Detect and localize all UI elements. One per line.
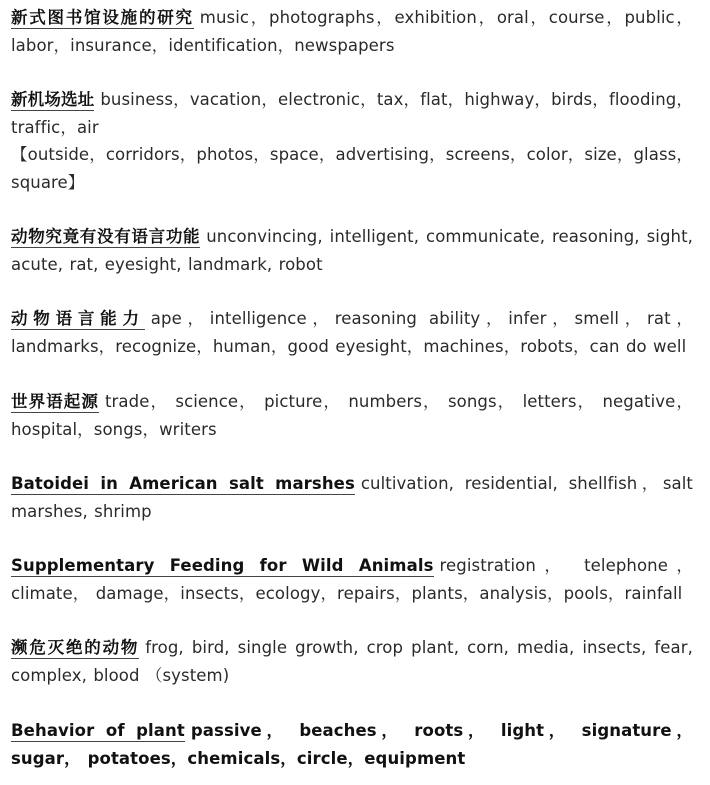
entry-heading: 世界语起源 bbox=[11, 392, 99, 411]
entry-extra-terms: 【outside，corridors，photos，space，advertising，screens，color，size，glass，square】 bbox=[11, 145, 693, 192]
entry-heading: Batoidei in American salt marshes bbox=[11, 474, 355, 493]
entry-terms: unconvincing, intelligent, communicate, reasoning, sight, acute, rat, eyesight, landmark, robot bbox=[11, 227, 693, 274]
entry-heading: 新式图书馆设施的研究 bbox=[11, 8, 194, 27]
entry-heading: Behavior of plant bbox=[11, 721, 185, 740]
entry-heading: 动物究竟有没有语言功能 bbox=[11, 227, 201, 246]
entry-terms: cultivation, residential, shellfish，salt marshes, shrimp bbox=[11, 474, 693, 521]
entry-terms: ape，intelligence，reasoning ability，infer，smell，rat，landmarks，recognize，human，good eyesight，machines，robots，can do well bbox=[11, 309, 693, 356]
entry-library-facilities bbox=[11, 4, 693, 59]
entry-terms: trade， science， picture， numbers， songs， letters， negative， hospital，songs，writers bbox=[11, 392, 693, 439]
entry-heading: 濒危灭绝的动物 bbox=[11, 638, 140, 657]
entry-heading: 动物语言能力 bbox=[11, 309, 145, 328]
entry-terms: registration， telephone， climate， damage，insects，ecology，repairs，plants，analysis，pools，rainfall bbox=[11, 556, 693, 603]
entry-terms: business，vacation，electronic，tax，flat，highway，birds，flooding，traffic，air bbox=[11, 90, 694, 137]
entry-animal-language-function bbox=[11, 223, 693, 278]
entry-heading: Supplementary Feeding for Wild Animals bbox=[11, 556, 434, 575]
entry-plant-behavior bbox=[11, 717, 693, 772]
entry-terms: music，photographs，exhibition，oral，course，public，labor，insurance，identification，newspapers bbox=[11, 8, 694, 55]
entry-terms: frog, bird, single growth, crop plant, corn, media, insects, fear, complex, blood （system) bbox=[11, 638, 693, 685]
entry-endangered-animals bbox=[11, 634, 693, 689]
entry-terms: passive， beaches， roots， light， signature， sugar， potatoes，chemicals，circle，equipment bbox=[11, 721, 693, 768]
entry-airport-site bbox=[11, 86, 693, 196]
entry-esperanto-origin bbox=[11, 388, 693, 443]
entry-batoidei bbox=[11, 470, 693, 525]
entry-animal-language-ability bbox=[11, 305, 693, 360]
entry-supplementary-feeding bbox=[11, 552, 693, 607]
entry-heading: 新机场选址 bbox=[11, 90, 95, 109]
